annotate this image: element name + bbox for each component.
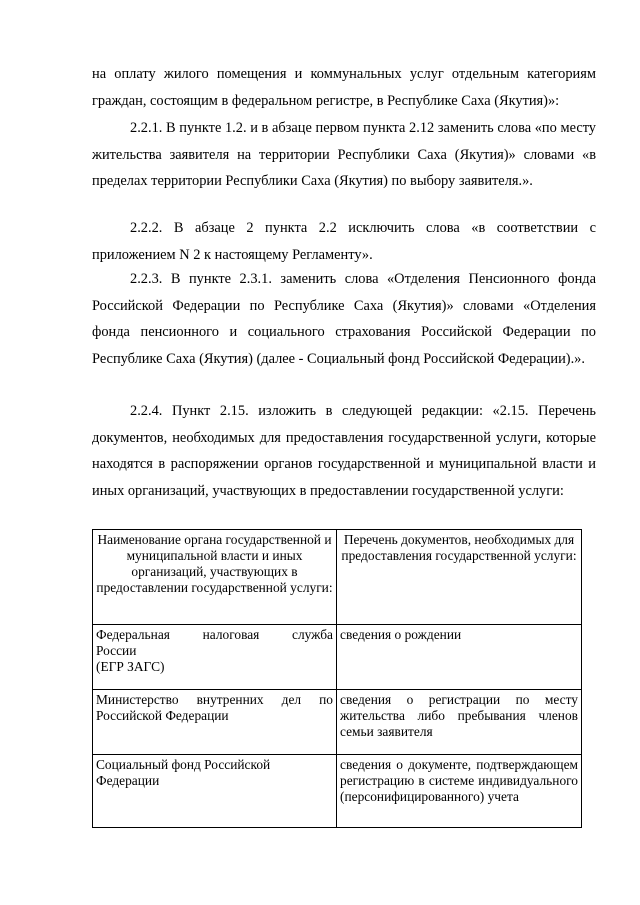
cell-line: России [96,643,137,658]
table-header-row [93,530,582,625]
paragraph-2-2-1: 2.2.1. В пункте 1.2. и в абзаце первом пункта 2.12 заменить слова «по месту жительства заявителя на территории Республики Саха (Якутия)» словами «в пределах территории Республики Саха (Якутия) по выбору заявителя.». [92,120,596,190]
table-cell [93,625,337,690]
paragraph-line: граждан, состоящим в федеральном регистре, в Республике Саха (Якутия)»: [92,93,560,109]
paragraph-2-2-4: 2.2.4. Пункт 2.15. изложить в следующей редакции: «2.15. Перечень документов, необходимых для предоставления государственной услуги, которые находятся в распоряжении органов государственной и муниципальной власти и иных организаций, участвующих в предоставлении государственной услуги: [92,403,596,500]
cell-line: Федеральная налоговая служба [96,627,333,642]
table-cell: сведения о документе, подтверждающем регистрацию в системе индивидуального (персонифицированного) учета [337,755,582,828]
table-header-cell: Наименование органа государственной и муниципальной власти и иных организаций, участвующих в предоставлении государственной услуги: [93,530,337,625]
table-cell: сведения о регистрации по месту жительства либо пребывания членов семьи заявителя [337,690,582,755]
table-cell: Социальный фонд Российской Федерации [93,755,337,828]
paragraph-line: на оплату жилого помещения и коммунальных услуг отдельным категориям [92,66,596,82]
documents-table [92,529,582,828]
table-row [93,625,582,690]
table-header-cell: Перечень документов, необходимых для предоставления государственной услуги: [337,530,582,625]
paragraph-2-2-2: 2.2.2. В абзаце 2 пункта 2.2 исключить слова «в соответствии с приложением N 2 к настоящему Регламенту». [92,220,596,263]
cell-line: (ЕГР ЗАГС) [96,659,165,674]
table-cell: Министерство внутренних дел по Российской Федерации [93,690,337,755]
table-row [93,755,582,828]
table-row [93,690,582,755]
table-cell: сведения о рождении [337,625,582,690]
paragraph-2-2-3: 2.2.3. В пункте 2.3.1. заменить слова «Отделения Пенсионного фонда Российской Федерации по Республике Саха (Якутия)» словами «Отделения фонда пенсионного и социального страхования Российской Федерации по Республике Саха (Якутия) (далее - Социальный фонд Российской Федерации).». [92,271,596,368]
